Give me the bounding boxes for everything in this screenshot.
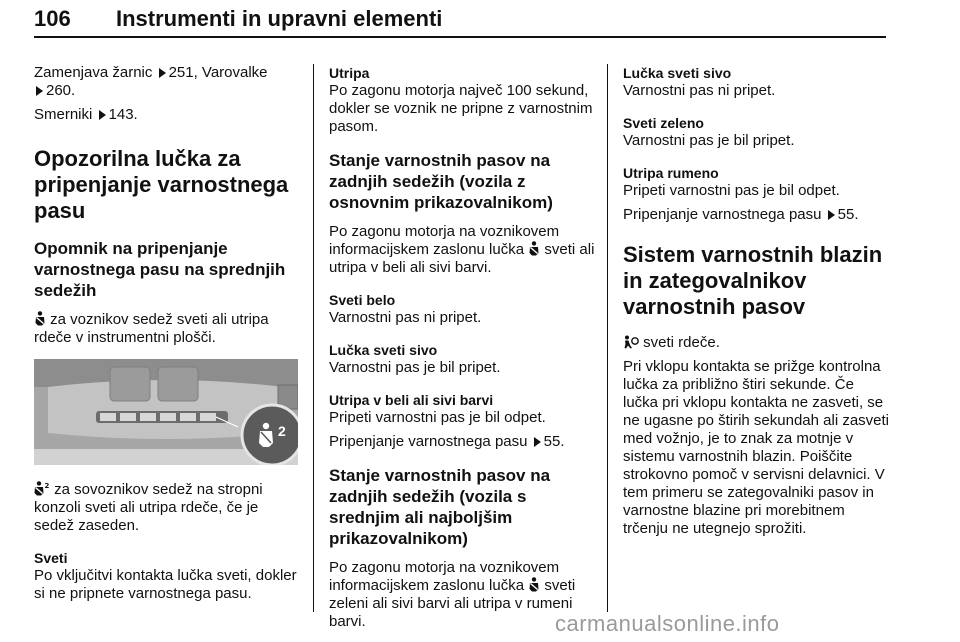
column-2 <box>329 64 595 631</box>
paragraph: Pripeti varnostni pas je bil odpet. <box>329 409 546 426</box>
column-3 <box>623 64 893 538</box>
status-label: Utripa v beli ali sivi barvi <box>329 392 494 408</box>
status-label: Utripa rumeno <box>623 165 719 181</box>
paragraph: Po zagonu motorja največ 100 sekund, dokler se voznik ne pripne z varnostnim pasom. <box>329 82 593 135</box>
status-label: Sveti belo <box>329 292 396 308</box>
column-divider <box>607 64 608 612</box>
paragraph: sveti rdeče. <box>623 334 893 352</box>
page-ref-link[interactable]: 55. <box>543 433 565 450</box>
section-heading: Sistem varnostnih blazin in zategovalnikov varnostnih pasov <box>623 242 883 319</box>
paragraph: Po zagonu motorja na voznikovem informacijskem zaslonu lučka sveti ali utripa v beli ali sivi barvi. <box>329 223 595 276</box>
paragraph: Varnostni pas je bil pripet. <box>623 132 795 149</box>
paragraph: Po vključitvi kontakta lučka sveti, dokler si ne pripnete varnostnega pasu. <box>34 567 297 602</box>
paragraph: za voznikov sedež sveti ali utripa rdeče v instrumentni plošči. <box>34 311 269 346</box>
status-label: Lučka sveti sivo <box>329 342 438 358</box>
overhead-console-illustration <box>34 359 298 465</box>
column-1 <box>34 64 298 603</box>
reference-arrow-icon <box>534 437 541 447</box>
page-ref-link[interactable]: 55. <box>837 206 859 223</box>
subsection-heading: Stanje varnostnih pasov na zadnjih sedežih (vozila z osnovnim prikazovalnikom) <box>329 151 553 212</box>
svg-text:2: 2 <box>44 482 50 490</box>
watermark: carmanualsonline.info <box>555 611 780 636</box>
seatbelt-warning-icon <box>34 311 46 326</box>
page-ref-link[interactable]: 251, Varovalke <box>168 64 268 81</box>
paragraph: Varnostni pas ni pripet. <box>623 82 776 99</box>
paragraph: Pripenjanje varnostnega pasu 55. <box>623 206 859 223</box>
page-ref-link[interactable]: 143. <box>108 106 138 123</box>
photo-badge-number: 2 <box>278 423 286 439</box>
paragraph: Pripenjanje varnostnega pasu 55. <box>329 433 565 450</box>
paragraph: Zamenjava žarnic 251, Varovalke 260. <box>34 64 268 99</box>
subsection-heading: Stanje varnostnih pasov na zadnjih sedežih (vozila s srednjim ali najboljšim prikazovalnikom) <box>329 466 551 548</box>
reference-arrow-icon <box>828 210 835 220</box>
reference-arrow-icon <box>99 110 106 120</box>
paragraph: Varnostni pas ni pripet. <box>329 309 482 326</box>
reference-arrow-icon <box>159 68 166 78</box>
status-label: Sveti zeleno <box>623 115 704 131</box>
paragraph: 2 za sovoznikov sedež na stropni konzoli sveti ali utripa rdeče, če je sedež zaseden. <box>34 481 263 534</box>
reference-arrow-icon <box>36 86 43 96</box>
seatbelt-warning-icon <box>528 577 540 592</box>
header-rule <box>34 36 886 38</box>
page-number: 106 <box>34 6 71 31</box>
status-label: Sveti <box>34 550 68 566</box>
overhead-console-photo <box>34 359 298 465</box>
column-divider <box>313 64 314 612</box>
passenger-seatbelt-warning-icon <box>34 481 50 496</box>
paragraph: Smerniki 143. <box>34 106 138 123</box>
status-label: Lučka sveti sivo <box>623 65 732 81</box>
page-header <box>34 2 886 42</box>
page-title: Instrumenti in upravni elementi <box>116 6 443 31</box>
paragraph: Po zagonu motorja na voznikovem informacijskem zaslonu lučka sveti zeleni ali sivi barvi ali utripa v rumeni barvi. <box>329 559 576 630</box>
subsection-heading: Opomnik na pripenjanje varnostnega pasu na sprednjih sedežih <box>34 239 286 300</box>
paragraph: Pri vklopu kontakta se prižge kontrolna lučka za približno štiri sekunde. Če lučka pri vklopu kontakta ne zasveti, se ne ugasne po štirih sekundah ali zasveti med vožnjo, je to znak za motnje v sistemu varnostnih blazin. Poiščite strokovno pomoč v servisni delavnici. V tem primeru se zategovalniki pasov in varnostne blazine pri morebitnem trčenju ne utegnejo sprožiti. <box>623 358 890 537</box>
paragraph: Varnostni pas je bil pripet. <box>329 359 501 376</box>
seatbelt-warning-icon <box>528 241 540 256</box>
page-ref-link[interactable]: 260. <box>46 82 76 99</box>
airbag-warning-icon <box>623 335 639 349</box>
section-heading: Opozorilna lučka za pripenjanje varnostnega pasu <box>34 146 289 223</box>
status-label: Utripa <box>329 65 370 81</box>
paragraph: Pripeti varnostni pas je bil odpet. <box>623 182 840 199</box>
